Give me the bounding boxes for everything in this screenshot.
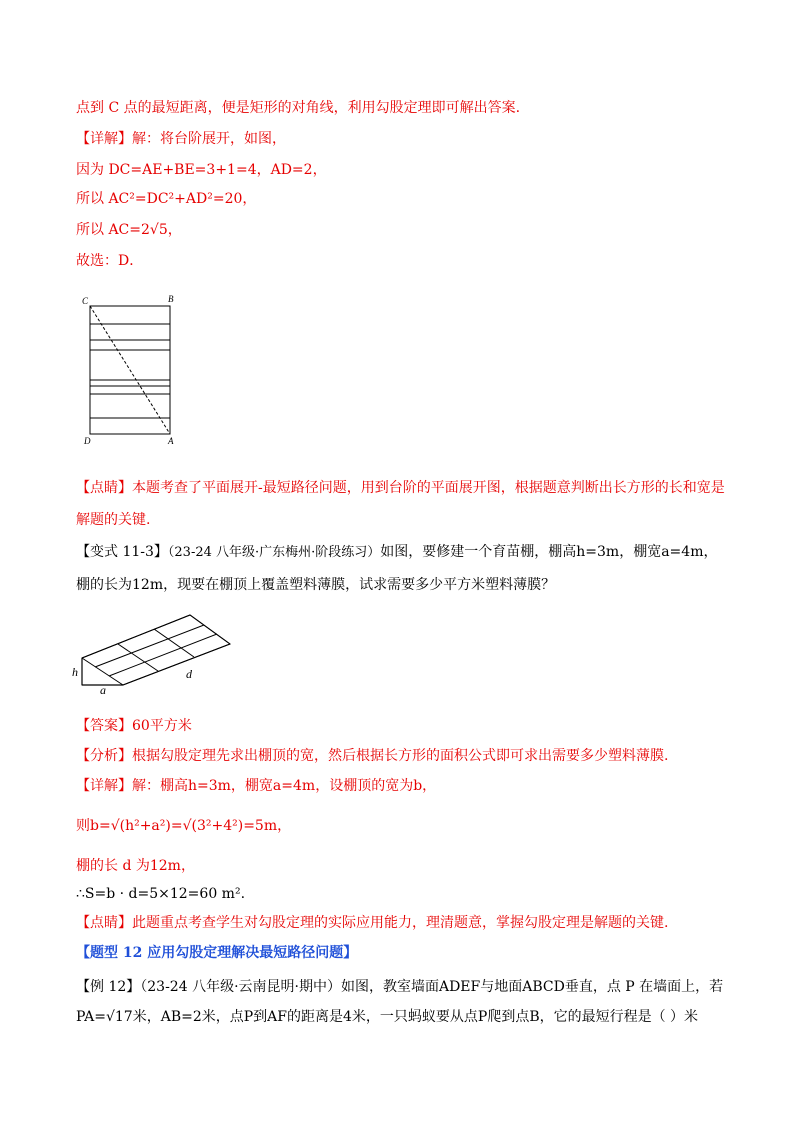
label-h: h <box>72 665 78 679</box>
analysis-text: 根据勾股定理先求出棚顶的宽，然后根据长方形的面积公式即可求出需要多少塑料薄膜. <box>132 748 669 764</box>
label-d-small: d <box>186 667 192 681</box>
variant-comment-text: 此题重点考查学生对勾股定理的实际应用能力，理清题意，掌握勾股定理是解题的关键. <box>132 915 669 931</box>
detail-line <box>76 129 286 149</box>
dc-line: 因为 DC=AE+BE=3+1=4，AD=2， <box>76 162 327 178</box>
example-line-2: PA=√17米，AB=2米，点P到AF的距离是4米，一只蚂蚁要从点P爬到点B，它的最短行程是（ ）米 <box>76 1009 699 1025</box>
answer-line <box>76 716 192 736</box>
area-line: ∴S=b · d=5×12=60 m². <box>76 886 246 902</box>
variant-detail-text: 解：棚高h=3m，棚宽a=4m，设棚顶的宽为b， <box>132 778 437 794</box>
example-line-1 <box>76 977 723 997</box>
ac2-line: 所以 AC²=DC²+AD²=20， <box>76 191 257 207</box>
variant-detail-line <box>76 776 436 796</box>
variant-line-2: 棚的长为12m，现要在棚顶上覆盖塑料薄膜，试求需要多少平方米塑料薄膜？ <box>76 577 556 593</box>
variant-detail-prefix: 【详解】 <box>76 778 132 794</box>
comment-text: 本题考查了平面展开-最短路径问题，用到台阶的平面展开图，根据题意判断出长方形的长和宽是 <box>132 480 725 496</box>
comment-line-1 <box>76 478 725 498</box>
variant-label: 【变式 11-3】 <box>76 544 168 560</box>
detail-prefix: 【详解】 <box>76 131 132 147</box>
steps-diagram <box>76 290 186 450</box>
calc-b-line: 则b=√(h²+a²)=√(3²+4²)=5m， <box>76 818 292 834</box>
length-line: 棚的长 d 为12m， <box>76 858 195 874</box>
label-a-small: a <box>100 683 106 697</box>
answer-prefix: 【答案】 <box>76 718 132 734</box>
analysis-prefix: 【分析】 <box>76 748 132 764</box>
comment-line-2: 解题的关键. <box>76 512 151 528</box>
example-text-1: （23-24 八年级·云南昆明·期中）如图，教室墙面ADEF与地面ABCD垂直，点 P 在墙面上，若 <box>140 979 724 995</box>
detail-text: 解：将台阶展开，如图， <box>132 131 286 147</box>
intro-text: 点到 C 点的最短距离，便是矩形的对角线，利用勾股定理即可解出答案. <box>76 100 521 116</box>
label-d: D <box>84 436 91 446</box>
variant-line-1 <box>76 542 717 563</box>
analysis-line <box>76 746 668 766</box>
ac-line: 所以 AC=2√5， <box>76 222 182 238</box>
topic-heading: 【题型 12 应用勾股定理解决最短路径问题】 <box>76 945 358 961</box>
comment-prefix: 【点睛】 <box>76 480 132 496</box>
example-label: 【例 12】 <box>76 979 141 995</box>
answer-text: 60平方米 <box>132 718 192 734</box>
label-b: B <box>168 294 174 304</box>
variant-source: （23-24 八年级·广东梅州·阶段练习） <box>167 545 381 560</box>
variant-comment-prefix: 【点睛】 <box>76 915 132 931</box>
label-a: A <box>168 436 174 446</box>
variant-comment-line <box>76 913 668 933</box>
variant-text-1: 如图，要修建一个育苗棚，棚高h=3m，棚宽a=4m， <box>380 544 718 560</box>
greenhouse-diagram <box>70 612 240 697</box>
label-c: C <box>82 296 89 306</box>
choice-line: 故选：D． <box>76 253 144 269</box>
